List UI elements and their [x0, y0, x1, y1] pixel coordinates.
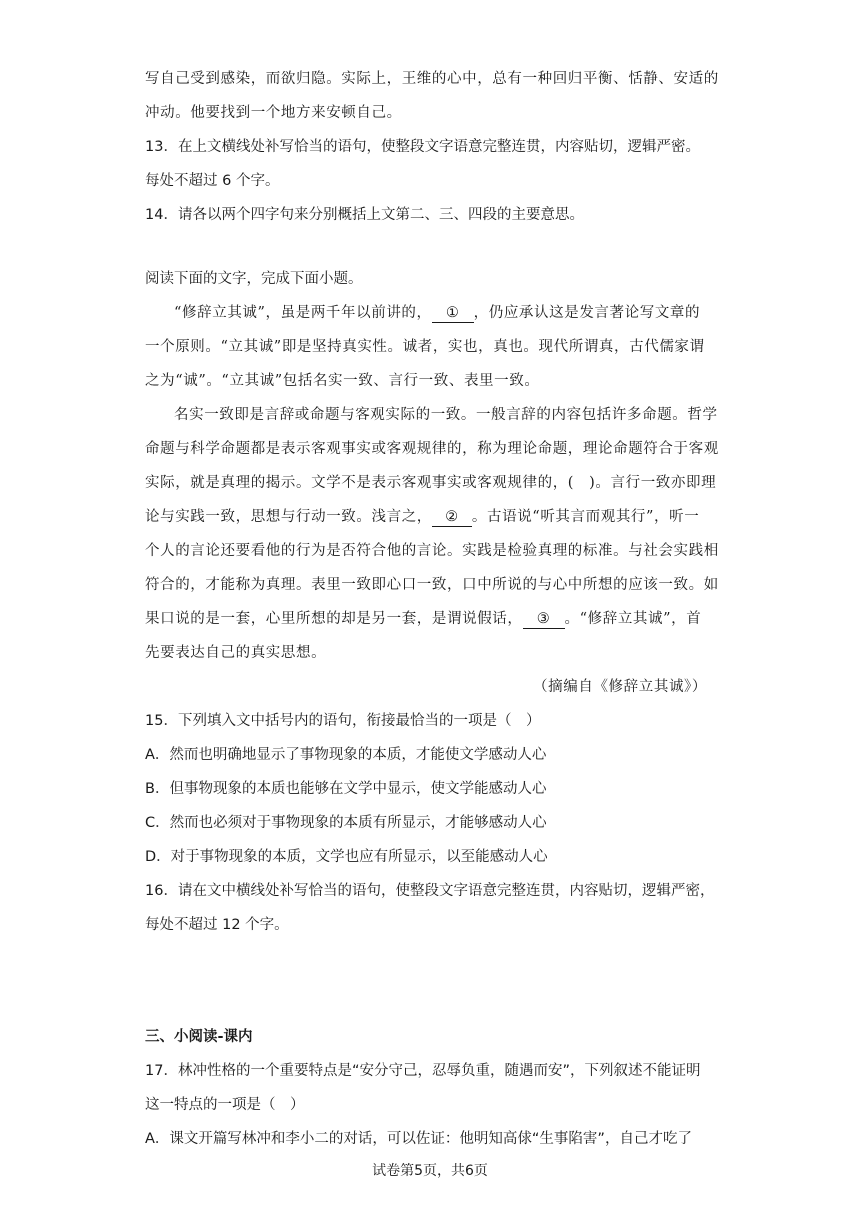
question-13-line-2: 每处不超过 6 个字。: [145, 173, 280, 189]
question-16-line-2: 每处不超过 12 个字。: [145, 917, 289, 933]
question-17-option-a: A．课文开篇写林冲和李小二的对话，可以佐证：他明知高俅“生事陷害”，自己才吃了: [145, 1131, 692, 1147]
reading-intro: 阅读下面的文字，完成下面小题。: [145, 271, 363, 287]
reading-paragraph-1-line-2: 一个原则。“立其诚”即是坚持真实性。诚者，实也，真也。现代所谓真，古代儒家谓: [145, 339, 705, 355]
section-3-heading: 三、小阅读-课内: [145, 1029, 253, 1045]
question-15-option-b: B．但事物现象的本质也能够在文学中显示，使文学能感动人心: [145, 781, 547, 797]
reading-paragraph-1-line-3: 之为“诚”。“立其诚”包括名实一致、言行一致、表里一致。: [145, 373, 540, 389]
question-16-line-1: 16．请在文中横线处补写恰当的语句，使整段文字语意完整连贯，内容贴切，逻辑严密，: [145, 883, 715, 899]
prev-text-line-2: 冲动。他要找到一个地方来安顿自己。: [145, 105, 402, 121]
reading-paragraph-2-line-7: [145, 602, 717, 636]
reading-paragraph-2-line-4: [145, 500, 717, 534]
blank-2: ②: [432, 508, 472, 527]
reading-paragraph-1-line-1: [145, 296, 717, 330]
reading-paragraph-2-line-8: 先要表达自己的真实思想。: [145, 645, 327, 661]
question-15-option-c: C．然而也必须对于事物现象的本质有所显示，才能够感动人心: [145, 815, 547, 831]
p1-text-b: ，仍应承认这是发言著论写文章的: [473, 305, 701, 321]
question-15-option-a: A．然而也明确地显示了事物现象的本质，才能使文学感动人心: [145, 747, 547, 763]
prev-text-line-1: 写自己受到感染，而欲归隐。实际上，王维的心中，总有一种回归平衡、恬静、安适的: [145, 71, 719, 87]
question-17-line-1: 17．林冲性格的一个重要特点是“安分守己，忍辱负重，随遇而安”，下列叙述不能证明: [145, 1063, 701, 1079]
reading-source: （摘编自《修辞立其诚》）: [533, 679, 707, 695]
exam-page: [145, 62, 717, 1156]
question-14: 14．请各以两个四字句来分别概括上文第二、三、四段的主要意思。: [145, 207, 584, 223]
reading-paragraph-2-line-6: 符合的，才能称为真理。表里一致即心口一致，口中所说的与心中所想的应该一致。如: [145, 577, 719, 593]
page-footer: 试卷第5页，共6页: [372, 1163, 488, 1179]
p2-text-a: 论与实践一致，思想与行动一致。浅言之，: [145, 509, 432, 525]
reading-paragraph-2-line-2: 命题与科学命题都是表示客观事实或客观规律的，称为理论命题，理论命题符合于客观: [145, 441, 719, 457]
reading-paragraph-2-line-1: 名实一致即是言辞或命题与客观实际的一致。一般言辞的内容包括许多命题。哲学: [174, 407, 718, 423]
p1-text-a: “修辞立其诚”，虽是两千年以前讲的，: [174, 305, 432, 321]
question-17-line-2: 这一特点的一项是（ ）: [145, 1097, 305, 1113]
reading-paragraph-2-line-3: 实际，就是真理的揭示。文学不是表示客观事实或客观规律的，( )。言行一致亦即理: [145, 475, 717, 491]
reading-paragraph-2-line-5: 个人的言论还要看他的行为是否符合他的言论。实践是检验真理的标准。与社会实践相: [145, 543, 719, 559]
question-13-line-1: 13．在上文横线处补写恰当的语句，使整段文字语意完整连贯，内容贴切，逻辑严密。: [145, 139, 700, 155]
p2-text-b: 。古语说“听其言而观其行”，听一: [471, 509, 700, 525]
p2-text-c: 果口说的是一套，心里所想的却是另一套，是谓说假话，: [145, 611, 523, 627]
question-15-stem: 15．下列填入文中括号内的语句，衔接最恰当的一项是（ ）: [145, 713, 541, 729]
blank-1: ①: [432, 304, 474, 323]
blank-3: ③: [523, 610, 565, 629]
p2-text-d: 。“修辞立其诚”，首: [564, 611, 702, 627]
question-15-option-d: D．对于事物现象的本质，文学也应有所显示，以至能感动人心: [145, 849, 548, 865]
